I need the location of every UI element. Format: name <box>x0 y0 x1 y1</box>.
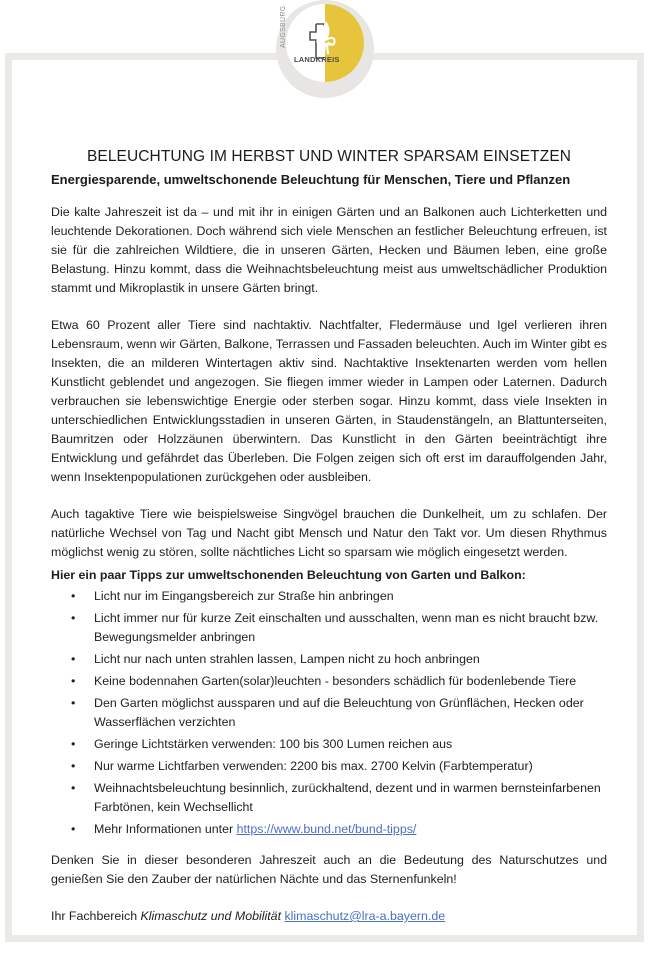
list-item: • Geringe Lichtstärken verwenden: 100 bis 300 Lumen reichen aus <box>51 735 607 754</box>
list-item: • Licht nur nach unten strahlen lassen, Lampen nicht zu hoch anbringen <box>51 650 607 669</box>
bullet-icon: • <box>71 737 76 751</box>
tips-list <box>51 587 607 839</box>
logo-bottom-text: LANDKREIS <box>294 55 340 64</box>
signature-prefix: Ihr Fachbereich <box>51 909 141 923</box>
cross-outline-icon <box>276 0 374 98</box>
paragraph-intro: Die kalte Jahreszeit ist da – und mit ihr in einigen Gärten und an Balkonen auch Lichterketten und leuchtende Dekorationen. Doch während sich viele Menschen an festlicher Beleuchtung erfreuen, ist sie für die zahlreichen Wildtiere, die in unseren Gärten, Hecken und Bäumen leben, eine große Belastung. Hinzu kommt, dass die Weihnachtsbeleuchtung meist aus umweltschädlicher Produktion stammt und Mikroplastik in unsere Gärten bringt. <box>51 205 607 295</box>
bullet-icon: • <box>71 781 76 795</box>
bullet-icon: • <box>71 589 76 603</box>
landkreis-augsburg-logo <box>276 0 374 98</box>
email-link[interactable]: klimaschutz@lra-a.bayern.de <box>284 909 446 923</box>
list-item: • Keine bodennahen Garten(solar)leuchten - besonders schädlich für bodenlebende Tiere <box>51 672 607 691</box>
paragraph-diurnal: Auch tagaktive Tiere wie beispielsweise Singvögel brauchen die Dunkelheit, um zu schlafen. Der natürliche Wechsel von Tag und Nacht gibt Mensch und Natur den Takt vor. Um diesen Rhythmus möglichst wenig zu stören, sollte nächtliches Licht so sparsam wie möglich eingesetzt werden. <box>51 507 607 559</box>
bullet-icon: • <box>71 652 76 666</box>
page-title: BELEUCHTUNG IM HERBST UND WINTER SPARSAM EINSETZEN <box>86 148 572 165</box>
department-name: Klimaschutz und Mobilität <box>140 909 282 923</box>
bullet-icon: • <box>71 759 76 773</box>
list-item: • Licht nur im Eingangsbereich zur Straße hin anbringen <box>51 587 607 606</box>
logo-vertical-text: AUGSBURG <box>280 5 287 48</box>
bund-tipps-link[interactable]: https://www.bund.net/bund-tipps/ <box>236 822 417 836</box>
list-item: • Weihnachtsbeleuchtung besinnlich, zurückhaltend, dezent und in warmen bernsteinfarbenen Farbtönen, kein Wechsellicht <box>71 781 601 814</box>
bullet-icon: • <box>71 696 76 710</box>
list-item: • Nur warme Lichtfarben verwenden: 2200 bis max. 2700 Kelvin (Farbtemperatur) <box>51 757 607 776</box>
list-item: • Den Garten möglichst aussparen und auf die Beleuchtung von Grünflächen, Hecken oder Wasserflächen verzichten <box>71 696 584 729</box>
tips-heading: Hier ein paar Tipps zur umweltschonenden Beleuchtung von Garten und Balkon: <box>51 568 526 582</box>
list-item: • Mehr Informationen unter https://www.bund.net/bund-tipps/ <box>51 820 607 839</box>
bullet-icon: • <box>71 822 76 836</box>
paragraph-nocturnal: Etwa 60 Prozent aller Tiere sind nachtaktiv. Nachtfalter, Fledermäuse und Igel verlieren ihren Lebensraum, wenn wir Gärten, Balkone, Terrassen und Fassaden beleuchten. Auch im Winter gibt es Insekten, die an milderen Wintertagen aktiv sind. Nachtaktive Insektenarten werden vom hellen Kunstlicht geblendet und angezogen. Sie fliegen immer wieder in Lampen oder Laternen. Dadurch verbrauchen sie lebenswichtige Energie oder sterben sogar. Hinzu kommt, dass viele Insekten in unterschiedlichen Entwicklungsstadien in unseren Gärten, in Staudenstängeln, an Blattunterseiten, Baumritzen oder Holzzäunen überwintern. Das Kunstlicht in den Gärten beeinträchtigt ihre Entwicklung und gefährdet das Überleben. Die Folgen zeigen sich oft erst im darauffolgenden Jahr, wenn Insektenpopulationen zurückgehen oder ausbleiben. <box>51 318 607 484</box>
document-body <box>51 147 607 926</box>
bullet-icon: • <box>71 611 76 625</box>
bullet-icon: • <box>71 674 76 688</box>
paragraph-closing: Denken Sie in dieser besonderen Jahreszeit auch an die Bedeutung des Naturschutzes und genießen Sie den Zauber der natürlichen Nächte und das Sternenfunkeln! <box>51 853 607 886</box>
page-subtitle: Energiesparende, umweltschonende Beleuchtung für Menschen, Tiere und Pflanzen <box>51 172 571 187</box>
signature <box>51 907 607 926</box>
list-item: • Licht immer nur für kurze Zeit einschalten und ausschalten, wenn man es nicht braucht bzw. Bewegungsmelder anbringen <box>71 611 599 644</box>
fleur-de-lis-icon <box>317 22 334 54</box>
